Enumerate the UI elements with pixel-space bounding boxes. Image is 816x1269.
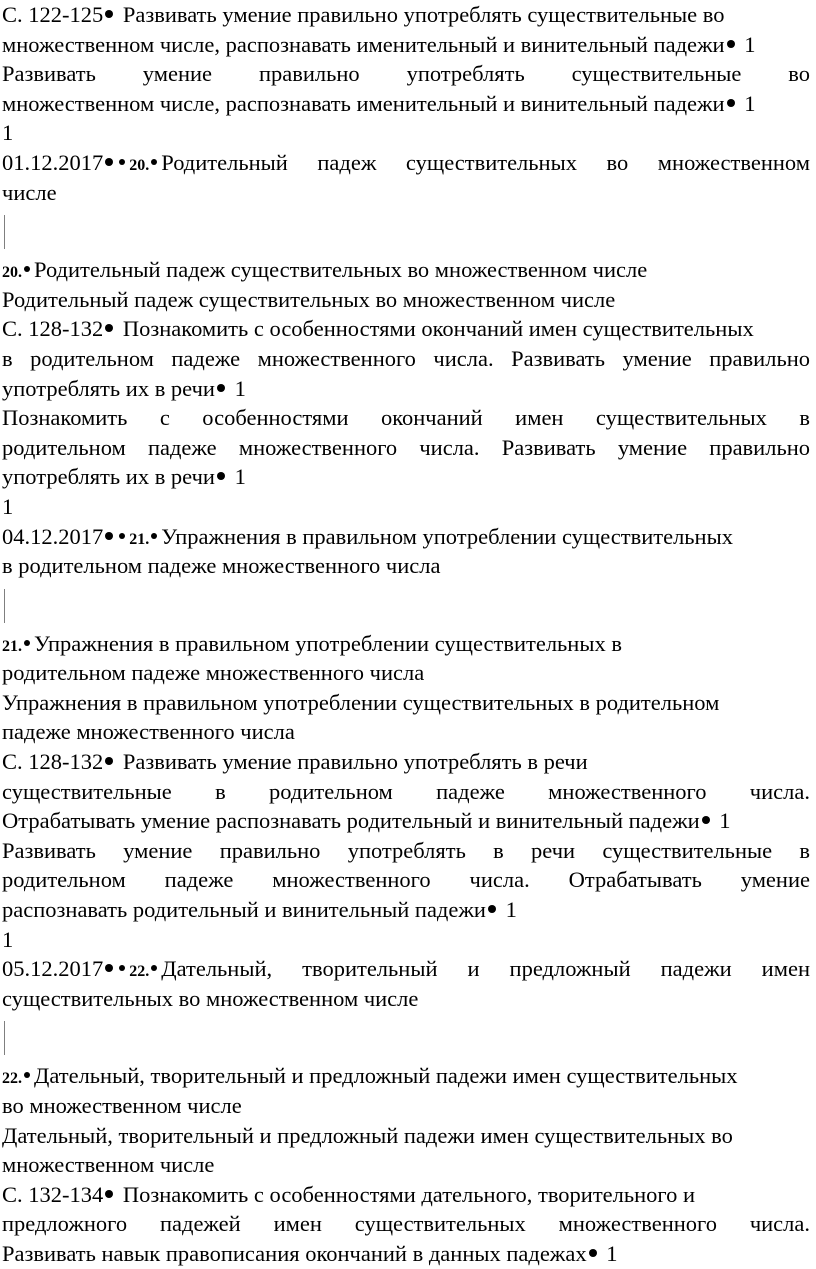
page-ref: С. 132-134	[2, 1181, 104, 1207]
goal-text: Развивать умение правильно употреблять в речи существительные в	[2, 837, 810, 863]
text-line	[2, 462, 810, 492]
goal-text: родительном падеже множественного числа. Развивать умение правильно	[2, 434, 810, 460]
goal-text: множественном числе, распознавать именительный и винительный падежи	[2, 90, 725, 116]
lesson-title: падеже множественного числа	[2, 719, 295, 745]
lesson-title: Дательный, творительный и предложный падежи имен	[161, 956, 810, 982]
lesson-title: Родительный падеж существительных во множественном числе	[2, 286, 616, 312]
text-line	[2, 0, 810, 30]
goal-text: Развивать умение правильно употреблять существительные во	[2, 61, 810, 87]
goal-text: множественном числе, распознавать именительный и винительный падежи	[2, 31, 725, 57]
vertical-rule	[4, 215, 5, 249]
bullet-icon	[727, 40, 735, 48]
lesson-number: 22.	[129, 963, 150, 981]
bullet-icon	[151, 965, 157, 971]
bullet-icon	[119, 159, 125, 165]
lesson-number: 20.	[129, 156, 150, 174]
goal-text: Отрабатывать умение распознавать родительный и винительный падежи	[2, 808, 700, 834]
lesson-number: 20.	[2, 264, 22, 282]
text-line	[2, 895, 810, 925]
lesson-title: числе	[2, 179, 57, 205]
hours-count: 1	[738, 90, 756, 116]
text-line	[2, 1239, 810, 1269]
bullet-icon	[105, 532, 113, 540]
text-line	[2, 30, 810, 60]
hours-count: 1	[2, 493, 14, 519]
bullet-icon	[105, 964, 113, 972]
lesson-title: Упражнения в правильном употреблении существительных	[161, 523, 733, 549]
goal-text: Развивать умение правильно употреблять в речи	[122, 749, 588, 775]
text-line	[2, 374, 810, 404]
lesson-title: множественном числе	[2, 1152, 215, 1178]
lesson-date-line	[2, 954, 810, 984]
bullet-icon	[24, 1072, 30, 1078]
lesson-title: Родительный падеж существительных во множественном	[161, 149, 810, 175]
bullet-icon	[217, 472, 225, 480]
bullet-icon	[105, 158, 113, 166]
lesson-title: Упражнения в правильном употреблении существительных в родительном	[2, 689, 720, 715]
vertical-rule	[4, 589, 5, 623]
hours-count: 1	[738, 31, 756, 57]
page-ref: С. 122-125	[2, 2, 104, 27]
text-line	[2, 89, 810, 119]
hours-count: 1	[2, 926, 14, 952]
goal-text: распознавать родительный и винительный падежи	[2, 897, 486, 923]
hours-count: 1	[228, 375, 246, 401]
goal-text: Познакомить с особенностями дательного, творительного и	[122, 1181, 696, 1207]
hours-count: 1	[228, 464, 246, 490]
text-line	[2, 255, 810, 285]
page-ref: С. 128-132	[2, 316, 104, 342]
goal-text: Развивать умение правильно употреблять существительные во	[122, 2, 725, 27]
lesson-number: 21.	[2, 637, 22, 655]
goal-text: предложного падежей имен существительных множественного числа.	[2, 1211, 810, 1237]
hours-count: 1	[499, 897, 517, 923]
text-line	[2, 1180, 810, 1210]
bullet-icon	[151, 533, 157, 539]
lesson-title: Упражнения в правильном употреблении существительных в	[34, 630, 622, 656]
separator	[2, 207, 810, 255]
hours-count: 1	[2, 120, 14, 146]
bullet-icon	[488, 905, 496, 913]
separator	[2, 581, 810, 629]
lesson-title: во множественном числе	[2, 1093, 242, 1118]
bullet-icon	[151, 159, 157, 165]
goal-text: родительном падеже множественного числа. Отрабатывать умение	[2, 867, 810, 893]
bullet-icon	[105, 10, 113, 18]
lesson-date-line	[2, 522, 810, 552]
bullet-icon	[24, 640, 30, 646]
vertical-rule	[4, 1021, 5, 1055]
separator	[2, 1013, 810, 1061]
bullet-icon	[119, 533, 125, 539]
lesson-title: родительном падеже множественного числа	[2, 660, 425, 686]
lesson-title: Родительный падеж существительных во множественном числе	[34, 257, 648, 283]
goal-text: Развивать навык правописания окончаний в данных падежах	[2, 1240, 587, 1266]
bullet-icon	[589, 1249, 597, 1257]
lesson-number: 21.	[129, 530, 150, 548]
text-line	[2, 1061, 810, 1091]
text-line	[2, 629, 810, 659]
hours-count: 1	[600, 1240, 618, 1266]
goal-text: употреблять их в речи	[2, 375, 215, 401]
text-line	[2, 806, 810, 836]
bullet-icon	[702, 816, 710, 824]
text-line	[2, 314, 810, 344]
goal-text: существительные в родительном падеже множественного числа.	[2, 778, 810, 804]
bullet-icon	[105, 324, 113, 332]
hours-count: 1	[713, 808, 731, 834]
lesson-title: Дательный, творительный и предложный падежи имен существительных	[34, 1063, 738, 1089]
bullet-icon	[105, 757, 113, 765]
goal-text: Познакомить с особенностями окончаний имен существительных	[122, 316, 754, 342]
lesson-title: в родительном падеже множественного числа	[2, 553, 441, 579]
lesson-date-line	[2, 148, 810, 178]
lesson-date: 04.12.2017	[2, 523, 104, 549]
bullet-icon	[119, 965, 125, 971]
bullet-icon	[24, 266, 30, 272]
page-ref: С. 128-132	[2, 749, 104, 775]
lesson-date: 01.12.2017	[2, 149, 104, 175]
bullet-icon	[217, 384, 225, 392]
goal-text: Познакомить с особенностями окончаний имен существительных в	[2, 405, 810, 431]
text-line	[2, 747, 810, 777]
goal-text: в родительном падеже множественного числа. Развивать умение правильно	[2, 345, 810, 371]
lesson-number: 22.	[2, 1070, 22, 1088]
lesson-title: Дательный, творительный и предложный падежи имен существительных во	[2, 1122, 733, 1148]
lesson-date: 05.12.2017	[2, 956, 104, 982]
goal-text: употреблять их в речи	[2, 464, 215, 490]
lesson-title: существительных во множественном числе	[2, 985, 419, 1011]
bullet-icon	[727, 99, 735, 107]
